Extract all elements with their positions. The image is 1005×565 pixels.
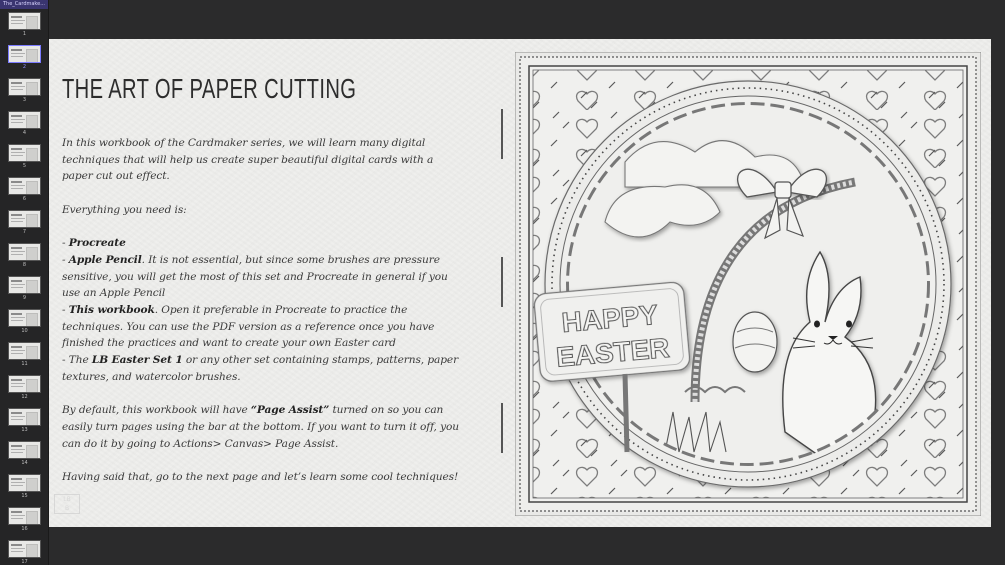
- thumb-line: [11, 254, 23, 255]
- page-number: 14: [21, 460, 28, 466]
- thumb-heading: [11, 16, 22, 18]
- thumb-line: [11, 20, 25, 21]
- thumb-image: [26, 247, 38, 261]
- page-thumbnail[interactable]: [8, 507, 41, 525]
- page-body-text: [62, 135, 462, 486]
- thumb-line: [11, 155, 23, 156]
- thumb-line: [11, 416, 25, 417]
- card-sign-line2: EASTER: [554, 331, 671, 373]
- thumb-line: [11, 221, 23, 222]
- page-thumbnail[interactable]: [8, 408, 41, 426]
- thumb-image: [26, 214, 38, 228]
- thumb-image: [26, 148, 38, 162]
- page-thumbnail[interactable]: [8, 474, 41, 492]
- page-thumbnail[interactable]: [8, 78, 41, 96]
- thumb-image: [26, 346, 38, 360]
- page-thumbnail[interactable]: [8, 177, 41, 195]
- page-thumbnail[interactable]: [8, 111, 41, 129]
- thumb-heading: [11, 181, 22, 183]
- page-number: 17: [21, 559, 28, 565]
- page-number: 16: [21, 526, 28, 532]
- thumb-heading: [11, 148, 22, 150]
- page-number: 4: [22, 130, 27, 136]
- thumb-heading: [11, 313, 22, 315]
- divider-line: [501, 109, 503, 159]
- logo-watermark: LB B: [54, 494, 80, 514]
- page-thumbnail[interactable]: [8, 540, 41, 558]
- thumb-heading: [11, 214, 22, 216]
- page-number: 9: [22, 295, 27, 301]
- document-page[interactable]: [49, 39, 991, 527]
- list-item: - The LB Easter Set 1 or any other set containing stamps, patterns, paper textures, and watercolor brushes.: [62, 354, 459, 383]
- thumb-line: [11, 383, 25, 384]
- card-sign-line1: HAPPY: [560, 298, 660, 339]
- thumb-image: [26, 313, 38, 327]
- page-thumbnail[interactable]: [8, 210, 41, 228]
- thumb-line: [11, 287, 23, 288]
- thumb-line: [11, 218, 25, 219]
- intro-paragraph: In this workbook of the Cardmaker series, we will learn many digital techniques that will help us create super beautiful digital cards with a paper cut out effect.: [62, 137, 434, 183]
- thumb-image: [26, 379, 38, 393]
- need-heading: Everything you need is:: [62, 203, 187, 216]
- thumb-image: [26, 49, 38, 63]
- page-thumbnail[interactable]: [8, 12, 41, 30]
- page-thumbnail[interactable]: [8, 243, 41, 261]
- thumb-line: [11, 515, 25, 516]
- thumb-line: [11, 452, 23, 453]
- thumb-line: [11, 122, 23, 123]
- thumb-heading: [11, 115, 22, 117]
- page-thumbnail-sidebar: [0, 0, 49, 565]
- thumb-line: [11, 353, 23, 354]
- page-number: 13: [21, 427, 28, 433]
- thumb-line: [11, 350, 25, 351]
- thumb-heading: [11, 412, 22, 414]
- thumb-line: [11, 548, 25, 549]
- thumb-image: [26, 181, 38, 195]
- thumb-line: [11, 317, 25, 318]
- closing-paragraph: Having said that, go to the next page and let’s learn some cool techniques!: [62, 471, 459, 483]
- document-title[interactable]: The_Cardmake...: [0, 0, 48, 9]
- page-number: 3: [22, 97, 27, 103]
- thumb-line: [11, 320, 23, 321]
- thumb-line: [11, 119, 25, 120]
- thumb-heading: [11, 445, 22, 447]
- thumb-line: [11, 188, 23, 189]
- thumb-line: [11, 53, 25, 54]
- thumb-image: [26, 82, 38, 96]
- thumb-line: [11, 518, 23, 519]
- thumb-image: [26, 16, 38, 30]
- divider-line: [501, 257, 503, 307]
- thumb-heading: [11, 379, 22, 381]
- thumb-line: [11, 482, 25, 483]
- page-assist-paragraph: By default, this workbook will have “Page Assist” turned on so you can easily turn pages using the bar at the bottom. If you want to turn it off, you can do it by going to Actions> Canvas> Page Assist.: [62, 404, 459, 450]
- thumb-image: [26, 478, 38, 492]
- easter-card-illustration: [515, 52, 981, 516]
- page-number: 12: [21, 394, 28, 400]
- page-number: 1: [22, 31, 27, 37]
- thumb-line: [11, 56, 23, 57]
- thumb-heading: [11, 511, 22, 513]
- page-number: 11: [21, 361, 28, 367]
- page-thumbnail[interactable]: [8, 144, 41, 162]
- thumb-heading: [11, 346, 22, 348]
- thumb-line: [11, 449, 25, 450]
- thumb-line: [11, 185, 25, 186]
- thumb-image: [26, 412, 38, 426]
- thumb-line: [11, 419, 23, 420]
- page-number: 7: [22, 229, 27, 235]
- thumb-line: [11, 251, 25, 252]
- list-item: - Apple Pencil. It is not essential, but since some brushes are pressure sensitive, you will get the most of this set and Procreate in general if you use an Apple Pencil: [62, 253, 448, 300]
- thumb-image: [26, 280, 38, 294]
- thumb-heading: [11, 280, 22, 282]
- page-number: 5: [22, 163, 27, 169]
- thumb-image: [26, 115, 38, 129]
- page-number: 10: [21, 328, 28, 334]
- thumb-line: [11, 551, 23, 552]
- thumb-heading: [11, 544, 22, 546]
- page-number: 15: [21, 493, 28, 499]
- thumb-heading: [11, 82, 22, 84]
- page-thumbnail[interactable]: [8, 342, 41, 360]
- thumb-line: [11, 86, 25, 87]
- divider-line: [501, 403, 503, 453]
- page-thumbnail[interactable]: [8, 375, 41, 393]
- list-item: - Procreate: [62, 237, 126, 250]
- thumb-line: [11, 152, 25, 153]
- page-thumbnail[interactable]: [8, 441, 41, 459]
- thumb-heading: [11, 247, 22, 249]
- thumb-image: [26, 544, 38, 558]
- thumb-line: [11, 284, 25, 285]
- thumb-image: [26, 511, 38, 525]
- thumb-line: [11, 386, 23, 387]
- thumb-heading: [11, 478, 22, 480]
- thumb-image: [26, 445, 38, 459]
- page-number: 6: [22, 196, 27, 202]
- list-item: - This workbook. Open it preferable in Procreate to practice the techniques. You can use the PDF version as a reference once you have finished the practices and want to create your own Easter card: [62, 304, 435, 350]
- thumb-line: [11, 485, 23, 486]
- thumb-line: [11, 89, 23, 90]
- page-number: 2: [22, 64, 27, 70]
- page-number: 8: [22, 262, 27, 268]
- thumb-line: [11, 23, 23, 24]
- thumb-heading: [11, 49, 22, 51]
- page-title: THE ART OF PAPER CUTTING: [62, 73, 357, 104]
- page-thumbnail[interactable]: [8, 309, 41, 327]
- page-thumbnail[interactable]: [8, 45, 41, 63]
- page-thumbnail[interactable]: [8, 276, 41, 294]
